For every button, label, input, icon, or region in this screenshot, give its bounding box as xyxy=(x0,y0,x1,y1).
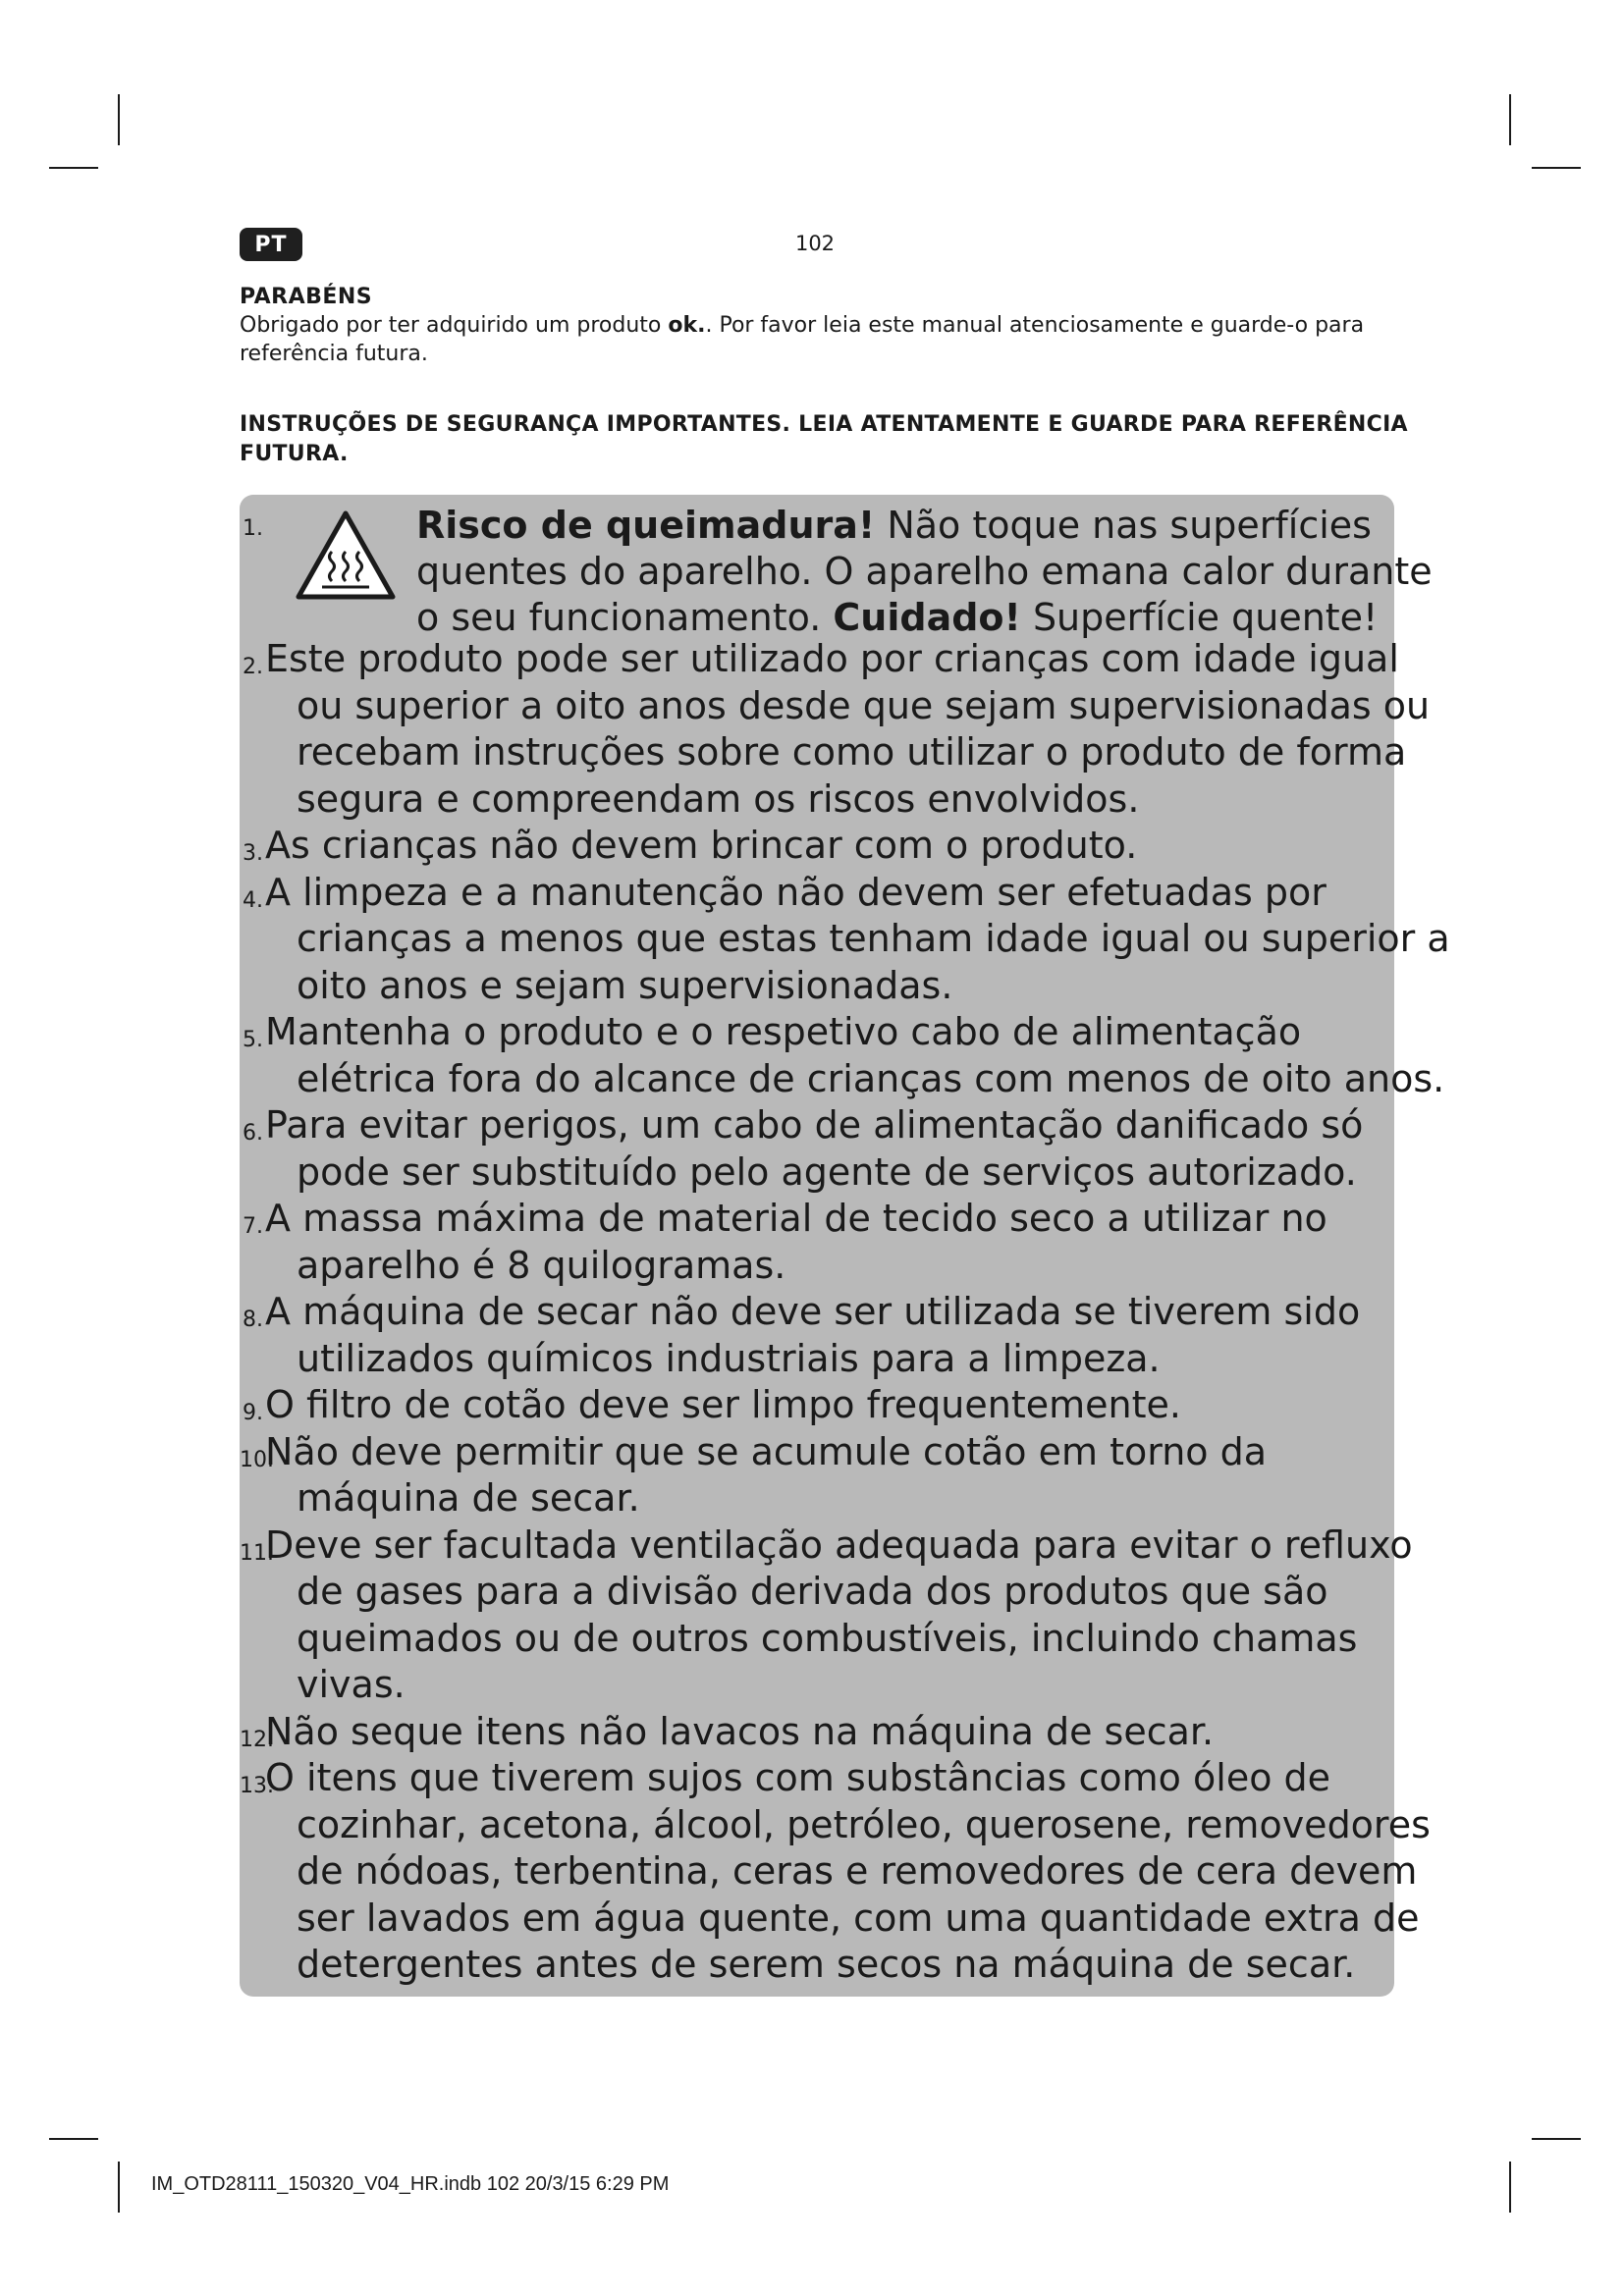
item-1-text xyxy=(416,503,1433,641)
crop-mark-bottom-left-h xyxy=(49,2138,98,2140)
crop-mark-top-right-h xyxy=(1532,167,1581,169)
intro-text-line2: referência futura. xyxy=(240,342,428,366)
safety-item-10 xyxy=(240,1429,1394,1522)
burn-risk-label: Risco de queimadura! xyxy=(416,504,876,547)
item-number: 12. xyxy=(240,1727,274,1752)
item-line: ser lavados em água quente, com uma quantidade extra de xyxy=(297,1896,1420,1940)
intro-text-after: . Por favor leia este manual atenciosamente e guarde-o para xyxy=(705,313,1365,338)
item-number: 9. xyxy=(243,1401,263,1425)
safety-item-3 xyxy=(240,823,1394,870)
item-line: cozinhar, acetona, álcool, petróleo, querosene, removedores xyxy=(297,1802,1431,1846)
item-line: oito anos e sejam supervisionadas. xyxy=(297,963,953,1007)
print-footer: IM_OTD28111_150320_V04_HR.indb 102 20/3/15 6:29 PM xyxy=(151,2173,670,2195)
item-line: Para evitar perigos, um cabo de alimentação danificado só xyxy=(265,1103,1364,1147)
item-number: 1. xyxy=(243,516,263,541)
item-line: A máquina de secar não deve ser utilizada se tiverem sido xyxy=(265,1290,1361,1333)
item-line: Deve ser facultada ventilação adequada para evitar o refluxo xyxy=(265,1522,1413,1567)
safety-item-2 xyxy=(240,636,1431,823)
item-line: utilizados químicos industriais para a limpeza. xyxy=(297,1336,1161,1380)
item-line: detergentes antes de serem secos na máquina de secar. xyxy=(297,1943,1356,1986)
crop-mark-top-right xyxy=(1509,94,1511,145)
safety-instructions-box xyxy=(240,495,1450,1997)
item-line: vivas. xyxy=(297,1663,406,1706)
item-number: 11. xyxy=(240,1540,274,1566)
item-line: queimados ou de outros combustíveis, incluindo chamas xyxy=(297,1616,1358,1660)
language-badge: PT xyxy=(240,228,302,261)
crop-mark-top-left xyxy=(118,94,120,145)
safety-item-5 xyxy=(240,1009,1445,1102)
item-number: 3. xyxy=(243,841,263,866)
item-1-line2: quentes do aparelho. O aparelho emana calor durante xyxy=(416,550,1433,593)
item-number: 8. xyxy=(243,1308,263,1332)
item-number: 2. xyxy=(243,655,263,679)
item-number: 7. xyxy=(243,1214,263,1239)
item-line: A massa máxima de material de tecido seco a utilizar no xyxy=(265,1197,1327,1240)
item-line: O filtro de cotão deve ser limpo frequentemente. xyxy=(265,1383,1181,1426)
safety-heading xyxy=(240,410,1418,469)
item-line: A limpeza e a manutenção não devem ser efetuadas por xyxy=(265,870,1326,914)
safety-item-4 xyxy=(240,870,1450,1010)
item-line: crianças a menos que estas tenham idade igual ou superior a xyxy=(297,917,1450,960)
safety-item-12 xyxy=(240,1709,1394,1756)
item-line: de nódoas, terbentina, ceras e removedores de cera devem xyxy=(297,1849,1418,1893)
crop-mark-top-left-h xyxy=(49,167,98,169)
safety-items-list xyxy=(240,636,1450,1989)
item-line: elétrica fora do alcance de crianças com menos de oito anos. xyxy=(297,1056,1445,1100)
safety-heading-line2: FUTURA. xyxy=(240,442,349,466)
item-1-text-part4: Superfície quente! xyxy=(1020,596,1379,639)
caution-label: Cuidado! xyxy=(833,596,1021,639)
item-line: recebam instruções sobre como utilizar o produto de forma xyxy=(297,730,1407,774)
item-1-text-part1: Não toque nas superfícies xyxy=(875,504,1372,547)
intro-text xyxy=(240,311,1398,368)
item-number: 6. xyxy=(243,1121,263,1146)
intro-text-before: Obrigado por ter adquirido um produto xyxy=(240,313,669,338)
item-number: 13. xyxy=(240,1774,274,1798)
brand-name: ok. xyxy=(668,313,706,338)
safety-item-9 xyxy=(240,1382,1394,1429)
item-line: Não seque itens não lavacos na máquina de secar. xyxy=(265,1709,1215,1753)
item-line: pode ser substituído pelo agente de serviços autorizado. xyxy=(297,1149,1357,1194)
safety-item-13 xyxy=(240,1755,1431,1989)
item-line: O itens que tiverem sujos com substâncias como óleo de xyxy=(265,1756,1331,1799)
item-line: máquina de secar. xyxy=(297,1476,640,1520)
item-1-text-part3: o seu funcionamento. xyxy=(416,596,834,639)
safety-item-11 xyxy=(240,1522,1413,1709)
item-line: de gases para a divisão derivada dos produtos que são xyxy=(297,1570,1328,1613)
item-line: Não deve permitir que se acumule cotão em torno da xyxy=(265,1429,1268,1473)
item-line: aparelho é 8 quilogramas. xyxy=(297,1243,786,1287)
safety-item-8 xyxy=(240,1289,1394,1382)
safety-item-7 xyxy=(240,1196,1394,1289)
crop-mark-bottom-right xyxy=(1509,2162,1511,2213)
intro-section xyxy=(240,283,1398,368)
page-number: 102 xyxy=(794,232,836,255)
item-line: As crianças não devem brincar com o produto. xyxy=(265,824,1138,867)
item-line: Mantenha o produto e o respetivo cabo de alimentação xyxy=(265,1010,1302,1053)
crop-mark-bottom-left xyxy=(118,2162,120,2213)
safety-heading-line1: INSTRUÇÕES DE SEGURANÇA IMPORTANTES. LEIA ATENTAMENTE E GUARDE PARA REFERÊNCIA xyxy=(240,412,1408,437)
item-line: segura e compreendam os riscos envolvidos. xyxy=(297,776,1140,821)
safety-item-6 xyxy=(240,1102,1394,1196)
item-line: ou superior a oito anos desde que sejam supervisionadas ou xyxy=(297,683,1431,727)
item-number: 5. xyxy=(243,1028,263,1052)
item-line: Este produto pode ser utilizado por crianças com idade igual xyxy=(265,637,1399,680)
item-number: 10. xyxy=(240,1447,274,1472)
intro-heading: PARABÉNS xyxy=(240,285,373,309)
item-number: 4. xyxy=(243,887,263,913)
hot-surface-warning-icon xyxy=(295,508,397,603)
crop-mark-bottom-right-h xyxy=(1532,2138,1581,2140)
